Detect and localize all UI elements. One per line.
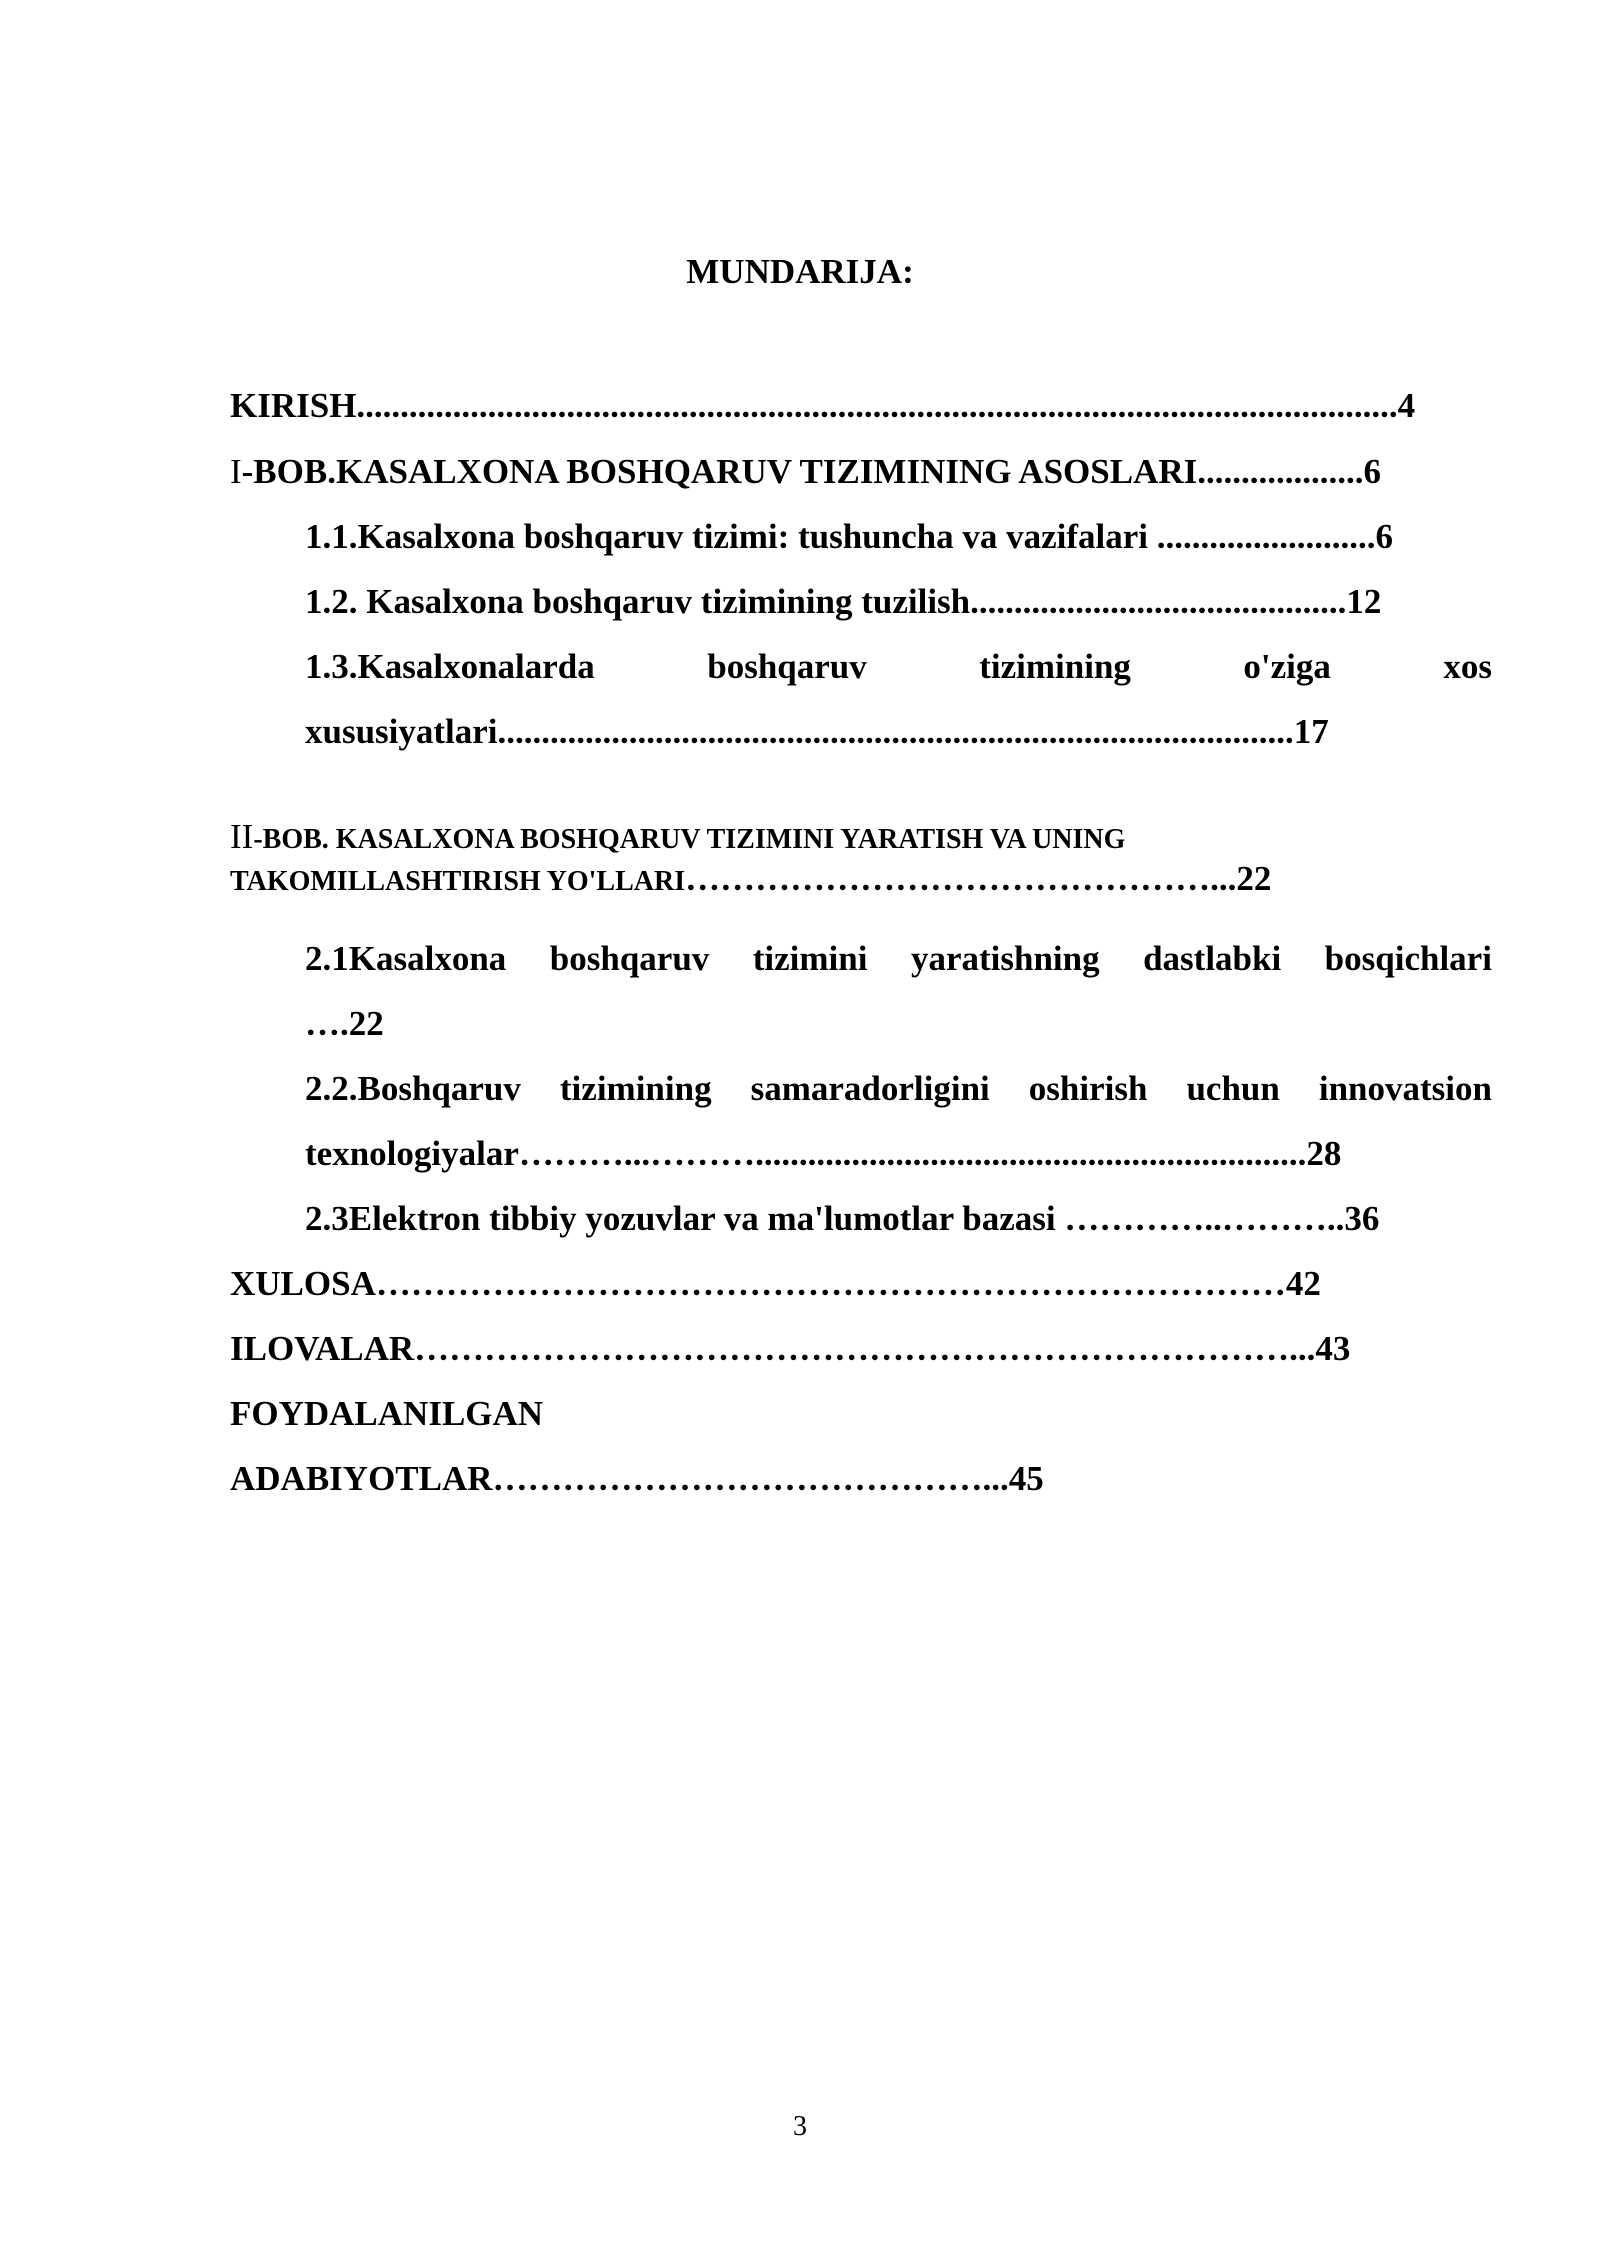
toc-entry-2-2 [305, 1071, 1492, 1106]
bob2-title-part2: TAKOMILLASHTIRISH YO'LLARI [230, 866, 686, 897]
bob2-leader-page: ………………………………………...22 [685, 859, 1272, 898]
toc-entry-1-2: 1.2. Kasalxona boshqaruv tizimining tuzilish...........................................12 [305, 582, 1382, 621]
toc-word: bosqichlari [1324, 939, 1492, 978]
page-number: 3 [793, 2111, 807, 2142]
toc-word: 1.3.Kasalxonalarda [305, 647, 595, 686]
toc-entry-xulosa: XULOSA……………………………………………………………………42 [230, 1264, 1321, 1303]
bob1-title: -BOB.KASALXONA BOSHQARUV TIZIMINING ASOSLARI...................6 [241, 452, 1382, 491]
bob2-roman-numeral: II [230, 817, 254, 856]
bob2-title-part1: -BOB. KASALXONA BOSHQARUV TIZIMINI YARATISH VA UNING [253, 824, 1126, 855]
toc-entry-2-1-continued: ….22 [305, 1004, 384, 1043]
toc-entry-2-3: 2.3Elektron tibbiy yozuvlar va ma'lumotlar bazasi …………..………..36 [305, 1199, 1380, 1238]
toc-entry-1-3-continued: xususiyatlari...........................................................................................17 [305, 712, 1329, 751]
toc-word: boshqaruv [549, 939, 710, 978]
toc-entry-1-3 [305, 649, 1492, 684]
toc-word: dastlabki [1143, 939, 1282, 978]
toc-entry-ilovalar: ILOVALAR…………………………………………………………………...43 [230, 1329, 1351, 1368]
toc-word: o'ziga [1243, 647, 1331, 686]
page-title: MUNDARIJA: [686, 252, 914, 291]
toc-entry-kirish: KIRISH.......................................................................................................................4 [230, 386, 1416, 425]
toc-word: xos [1443, 647, 1492, 686]
toc-word: innovatsion [1318, 1069, 1492, 1108]
toc-word: tizimining [559, 1069, 712, 1108]
toc-entry-2-2-continued: texnologiyalar………...………...............................................................28 [305, 1134, 1342, 1173]
bob1-roman-numeral: I [230, 452, 242, 491]
toc-word: tizimini [752, 939, 868, 978]
toc-word: 2.2.Boshqaruv [305, 1069, 521, 1108]
toc-entry-adabiyotlar: ADABIYOTLAR……………………………………...45 [230, 1459, 1044, 1498]
toc-entry-bob2-line2 [230, 861, 1271, 896]
toc-word: samaradorligini [750, 1069, 990, 1108]
toc-word: tizimining [979, 647, 1131, 686]
toc-entry-foydalanilgan: FOYDALANILGAN [230, 1394, 544, 1433]
toc-entry-2-1 [305, 941, 1492, 976]
toc-entry-bob1 [230, 454, 1381, 489]
toc-word: boshqaruv [707, 647, 867, 686]
toc-word: 2.1Kasalxona [305, 939, 507, 978]
toc-word: yaratishning [910, 939, 1100, 978]
toc-entry-1-1: 1.1.Kasalxona boshqaruv tizimi: tushuncha va vazifalari .........................6 [305, 517, 1394, 556]
toc-word: oshirish [1028, 1069, 1148, 1108]
toc-word: uchun [1186, 1069, 1280, 1108]
toc-entry-bob2-line1 [230, 819, 1125, 854]
